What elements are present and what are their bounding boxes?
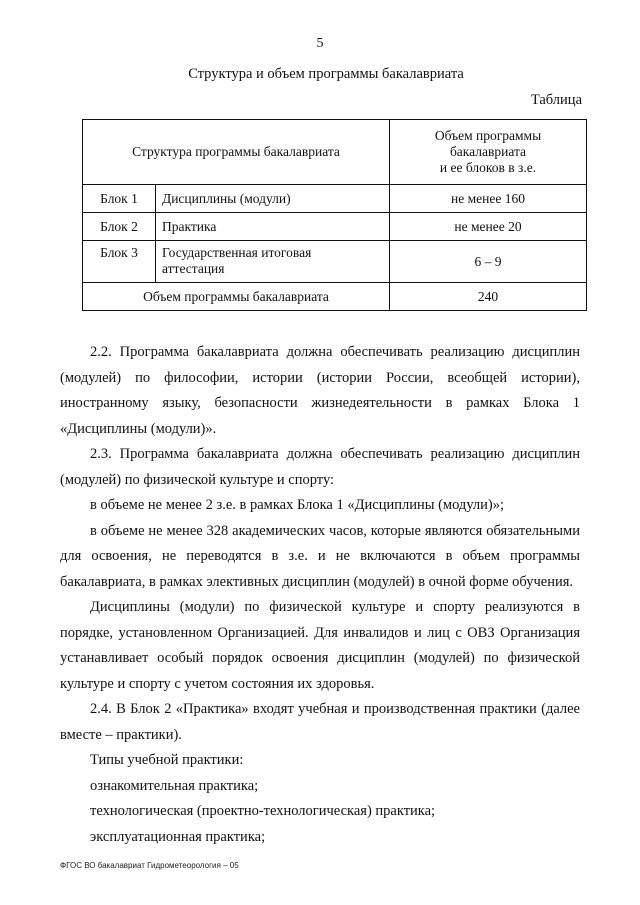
block-volume: не менее 160: [390, 185, 587, 213]
list-heading: Типы учебной практики:: [90, 752, 244, 768]
list-item: эксплуатационная практика;: [90, 828, 266, 845]
table-row: [83, 241, 587, 283]
header-volume-line: бакалавриата: [449, 144, 527, 159]
block-volume: 6 – 9: [390, 241, 587, 283]
paragraph: 2.4. В Блок 2 «Практика» входят учебная и производственная практики (далее вместе – практики).: [60, 701, 580, 743]
page-number: 5: [316, 36, 324, 51]
block-name: Дисциплины (модули): [156, 185, 390, 213]
table-row: [83, 213, 587, 241]
page-title: Структура и объем программы бакалавриата: [188, 66, 464, 82]
block-volume: не менее 20: [390, 213, 587, 241]
block-name: Практика: [156, 213, 390, 241]
list-item: в объеме не менее 2 з.е. в рамках Блока 1 «Дисциплины (модули)»;: [90, 497, 505, 513]
header-structure: Структура программы бакалавриата: [83, 120, 390, 185]
footer-note: ФГОС ВО бакалавриат Гидрометеорология – 05: [60, 861, 239, 870]
block-name-line: аттестация: [162, 261, 225, 276]
table-header-row: [83, 120, 587, 185]
block-name-line: Государственная итоговая: [162, 245, 312, 260]
table-caption: Таблица: [530, 92, 582, 108]
paragraph: 2.2. Программа бакалавриата должна обеспечивать реализацию дисциплин (модулей) по философии, истории (истории России, всеобщей истории), иностранному языку, безопасности жизнедеятельности в рамках Блока 1 «Дисциплины (модули)».: [60, 344, 580, 437]
total-label: Объем программы бакалавриата: [83, 283, 390, 311]
block-label: Блок 1: [83, 185, 156, 213]
block-label: Блок 3: [83, 241, 156, 283]
body-text: [60, 340, 580, 850]
block-label: Блок 2: [83, 213, 156, 241]
header-volume-line: Объем программы: [434, 128, 542, 143]
paragraph: 2.3. Программа бакалавриата должна обеспечивать реализацию дисциплин (модулей) по физической культуре и спорту:: [60, 446, 580, 488]
header-volume: [390, 120, 587, 185]
list-item: ознакомительная практика;: [90, 777, 259, 794]
total-value: 240: [390, 283, 587, 311]
block-name: [156, 241, 390, 283]
paragraph: Дисциплины (модули) по физической культуре и спорту реализуются в порядке, установленном Организацией. Для инвалидов и лиц с ОВЗ Организация устанавливает особый порядок освоения дисциплин (модулей) по физической культуре и спорту с учетом состояния их здоровья.: [60, 599, 580, 692]
table-row: [83, 185, 587, 213]
header-volume-line: и ее блоков в з.е.: [439, 160, 537, 175]
table-total-row: [83, 283, 587, 311]
structure-table: [82, 119, 587, 311]
list-item: технологическая (проектно-технологическая) практика;: [90, 803, 436, 819]
paragraph: в объеме не менее 328 академических часов, которые являются обязательными для освоения, не переводятся в з.е. и не включаются в объем программы бакалавриата, в рамках элективных дисциплин (модулей) в очной форме обучения.: [60, 522, 580, 590]
